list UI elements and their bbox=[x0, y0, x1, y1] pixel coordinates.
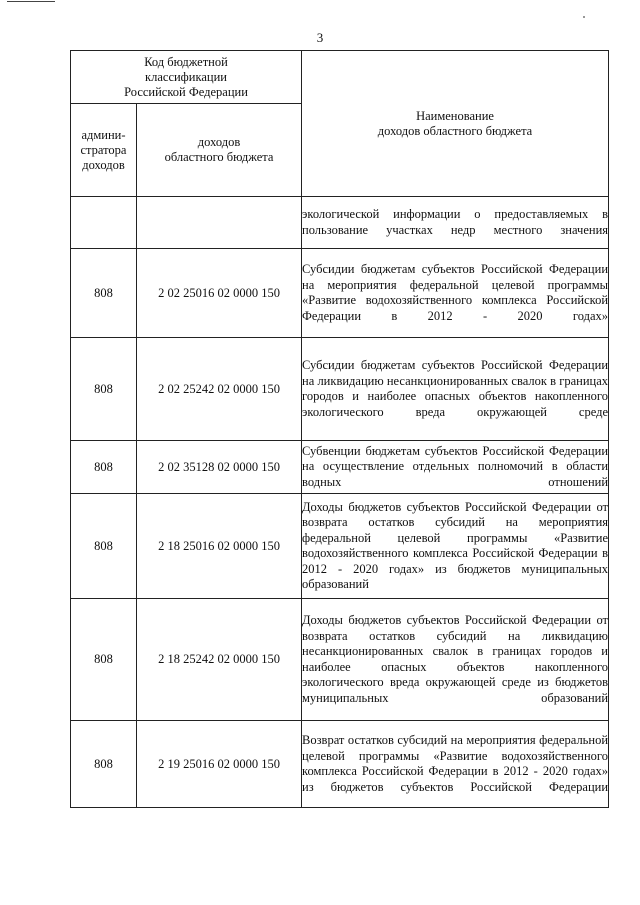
income-code-cell: 2 18 25016 02 0000 150 bbox=[137, 494, 302, 599]
income-name-cell bbox=[302, 441, 609, 494]
income-code-cell bbox=[137, 197, 302, 249]
header-income-name bbox=[302, 51, 609, 197]
admin-code-cell: 808 bbox=[71, 494, 137, 599]
income-code-cell: 2 02 25016 02 0000 150 bbox=[137, 249, 302, 338]
admin-code-cell bbox=[71, 197, 137, 249]
header-income-code-text: доходов областного бюджета bbox=[164, 135, 274, 164]
income-name-text: Субсидии бюджетам субъектов Российской Федерации на мероприятия федеральной целевой программы «Развитие водохозяйственного комплекса Российской Федерации в 2012 - 2020 годах» bbox=[302, 262, 609, 323]
income-name-cell bbox=[302, 338, 609, 441]
admin-code-cell: 808 bbox=[71, 441, 137, 494]
admin-code-cell: 808 bbox=[71, 599, 137, 721]
income-name-cell bbox=[302, 494, 609, 599]
admin-code-cell: 808 bbox=[71, 249, 137, 338]
table-row bbox=[71, 721, 609, 808]
income-name-text: Доходы бюджетов субъектов Российской Федерации от возврата остатков субсидий на мероприятия федеральной целевой программы «Развитие водохозяйственного комплекса Российской Федерации в 2012 - 2020 годах» из бюджетов муниципальных образований bbox=[302, 499, 609, 591]
income-name-text: экологической информации о предоставляемых в пользование участках недр местного значения bbox=[302, 207, 609, 237]
header-budget-code-group bbox=[71, 51, 302, 104]
table-header-row-1 bbox=[71, 51, 609, 104]
header-administrator bbox=[71, 104, 137, 197]
header-income-code bbox=[137, 104, 302, 197]
header-administrator-text: админи- стратора доходов bbox=[80, 127, 127, 172]
income-name-text: Возврат остатков субсидий на мероприятия федеральной целевой программы «Развитие водохозяйственного комплекса Российской Федерации в 2012 - 2020 годах» из бюджетов субъектов Российской Федерации bbox=[302, 733, 609, 794]
table-row bbox=[71, 441, 609, 494]
income-code-cell: 2 18 25242 02 0000 150 bbox=[137, 599, 302, 721]
page-number: 3 bbox=[316, 30, 324, 45]
table-row bbox=[71, 338, 609, 441]
table-row bbox=[71, 249, 609, 338]
income-name-text: Субсидии бюджетам субъектов Российской Федерации на ликвидацию несанкционированных свалок в границах городов и наиболее опасных объектов накопленного экологического вреда окружающей среде bbox=[302, 358, 609, 419]
table-row bbox=[71, 494, 609, 599]
header-budget-code-group-text: Код бюджетной классификации Российской Федерации bbox=[124, 54, 248, 99]
income-code-cell: 2 19 25016 02 0000 150 bbox=[137, 721, 302, 808]
table-row bbox=[71, 599, 609, 721]
top-edge-rule bbox=[7, 1, 55, 2]
header-income-name-text: Наименование доходов областного бюджета bbox=[377, 108, 533, 138]
income-name-text: Субвенции бюджетам субъектов Российской Федерации на осуществление отдельных полномочий в области водных отношений bbox=[302, 443, 609, 489]
income-code-cell: 2 02 25242 02 0000 150 bbox=[137, 338, 302, 441]
admin-code-cell: 808 bbox=[71, 338, 137, 441]
admin-code-cell: 808 bbox=[71, 721, 137, 808]
income-name-cell bbox=[302, 197, 609, 249]
income-code-cell: 2 02 35128 02 0000 150 bbox=[137, 441, 302, 494]
income-name-cell bbox=[302, 599, 609, 721]
income-name-cell bbox=[302, 249, 609, 338]
budget-classification-table bbox=[70, 50, 609, 808]
income-name-cell bbox=[302, 721, 609, 808]
table-row bbox=[71, 197, 609, 249]
scan-speck bbox=[583, 16, 585, 18]
income-name-text: Доходы бюджетов субъектов Российской Федерации от возврата остатков субсидий на ликвидацию несанкционированных свалок в границах городов и наиболее опасных объектов накопленного экологического вреда окружающей среде из бюджетов муниципальных образований bbox=[302, 613, 609, 705]
